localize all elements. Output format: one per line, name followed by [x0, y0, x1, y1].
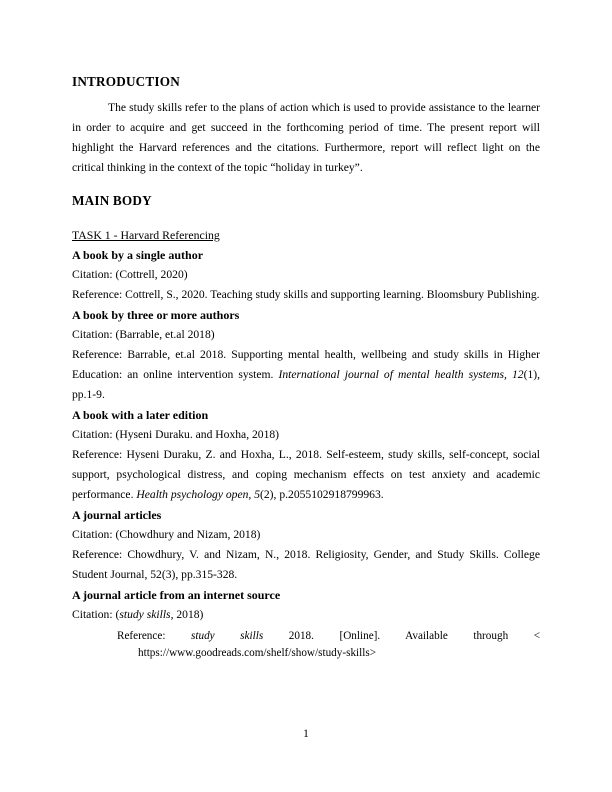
entry-reference-three-authors [72, 345, 540, 405]
reference-first-line [117, 628, 540, 645]
reference-text-post: (2), p.2055102918799963. [260, 488, 384, 501]
entry-citation-internet-source [72, 605, 540, 625]
task-1-label: TASK 1 - Harvard Referencing [72, 228, 220, 242]
citation-text-pre: Citation: ( [72, 608, 120, 621]
entry-reference-internet-source [72, 628, 540, 662]
citation-source-title: study skills [119, 608, 171, 621]
entry-reference-journal-articles: Reference: Chowdhury, V. and Nizam, N., 2018. Religiosity, Gender, and Study Skills. College Student Journal, 52(3), pp.315-328. [72, 548, 540, 581]
page-number: 1 [303, 728, 309, 740]
reference-url: https://www.goodreads.com/shelf/show/study-skills> [138, 647, 377, 659]
entry-reference-single-author: Reference: Cottrell, S., 2020. Teaching study skills and supporting learning. Bloomsbury Publishing. [72, 288, 540, 301]
entry-heading-three-authors: A book by three or more authors [72, 308, 240, 322]
reference-text-pre: Reference: Barrable, et.al 2018. Supporting mental health, wellbeing and study skills in Higher Education: an online intervention system. [72, 348, 540, 381]
reference-online-tag: [Online]. [339, 630, 381, 642]
reference-source-title: study skills [191, 630, 264, 642]
section-spacer [72, 178, 540, 191]
reference-open-bracket: < [533, 630, 541, 642]
reference-year: 2018. [288, 630, 314, 642]
entry-heading-journal-articles: A journal articles [72, 508, 162, 522]
heading-spacer [72, 217, 540, 225]
reference-journal-title: International journal of mental health systems, 12 [278, 368, 524, 381]
reference-journal-title: Health psychology open, 5 [136, 488, 261, 501]
entry-heading-single-author: A book by a single author [72, 248, 204, 262]
entry-citation-later-edition: Citation: (Hyseni Duraku. and Hoxha, 2018) [72, 428, 280, 441]
entry-citation-single-author: Citation: (Cottrell, 2020) [72, 268, 188, 281]
entry-citation-journal-articles: Citation: (Chowdhury and Nizam, 2018) [72, 528, 261, 541]
reference-label: Reference: [117, 630, 166, 642]
reference-through-word: through [473, 630, 509, 642]
entry-citation-three-authors: Citation: (Barrable, et.al 2018) [72, 328, 215, 341]
page-content [72, 72, 540, 662]
entry-heading-later-edition: A book with a later edition [72, 408, 209, 422]
entry-reference-later-edition [72, 445, 540, 505]
introduction-paragraph: The study skills refer to the plans of action which is used to provide assistance to the learner in order to acquire and get succeed in the forthcoming period of time. The present report will highlight the Harvard references and the citations. Furthermore, report will reflect light on the critical thinking in the context of the topic “holiday in turkey”. [72, 101, 540, 174]
main-body-heading: MAIN BODY [72, 193, 152, 208]
citation-text-post: , 2018) [170, 608, 204, 621]
reference-text-post: (1), pp.1-9. [72, 368, 541, 401]
introduction-heading: INTRODUCTION [72, 74, 180, 89]
entry-heading-internet-source: A journal article from an internet source [72, 588, 281, 602]
reference-text-pre: Reference: Hyseni Duraku, Z. and Hoxha, L., 2018. Self-esteem, study skills, self-concept, social support, psychological distress, and coping mechanism effects on test anxiety and academic performance. [72, 448, 540, 501]
reference-available-word: Available [405, 630, 448, 642]
